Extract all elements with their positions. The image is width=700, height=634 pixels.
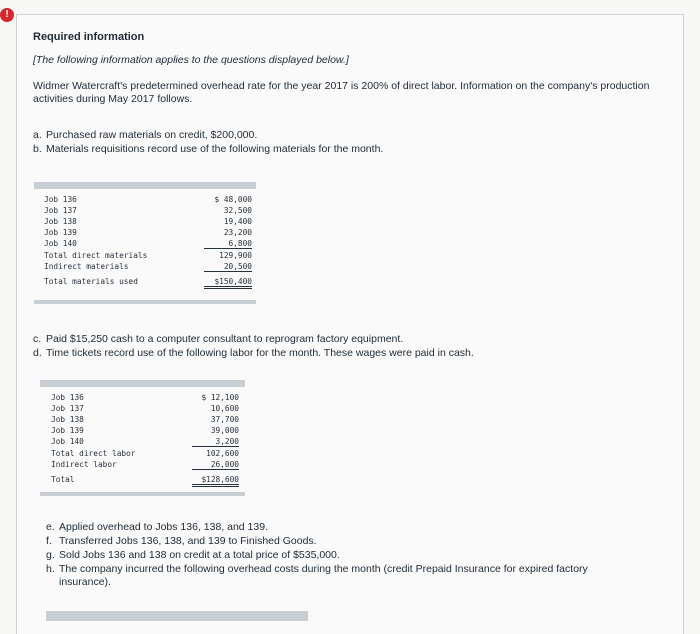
table-footer-bar <box>40 492 245 496</box>
item-f-label: f. <box>46 535 52 547</box>
row-amount: 20,500 <box>204 262 252 272</box>
row-label: Total <box>51 475 75 484</box>
table-row <box>34 206 256 217</box>
row-label: Job 138 <box>51 415 84 424</box>
table-row <box>34 262 256 273</box>
table-header-bar <box>34 182 256 189</box>
row-label: Total materials used <box>44 277 138 286</box>
item-b <box>33 143 383 155</box>
item-e <box>46 521 268 533</box>
table-row <box>34 228 256 239</box>
item-b-text: Materials requisitions record use of the following materials for the month. <box>46 143 384 155</box>
row-amount: 19,400 <box>223 217 252 226</box>
labor-table <box>40 380 245 496</box>
row-amount: 26,000 <box>192 460 239 470</box>
table-header-bar <box>40 380 245 387</box>
overhead-table-header-bar <box>46 611 308 621</box>
table-row <box>40 475 245 486</box>
item-c-text: Paid $15,250 cash to a computer consultant to reprogram factory equipment. <box>46 333 404 345</box>
item-c <box>33 333 403 345</box>
row-label: Job 138 <box>44 217 77 226</box>
item-d <box>33 347 474 359</box>
item-a <box>33 129 257 141</box>
row-label: Job 140 <box>44 239 77 248</box>
row-label: Indirect materials <box>44 262 129 271</box>
table-row <box>40 437 245 448</box>
materials-table <box>34 182 256 304</box>
row-amount: 3,200 <box>192 437 239 447</box>
row-amount: 37,700 <box>210 415 239 424</box>
row-amount: $150,400 <box>204 277 252 289</box>
item-g <box>46 549 340 561</box>
row-label: Job 140 <box>51 437 84 446</box>
row-amount: $128,600 <box>192 475 239 487</box>
item-g-text: Sold Jobs 136 and 138 on credit at a total price of $535,000. <box>59 549 340 561</box>
row-label: Job 136 <box>51 393 84 402</box>
row-amount: 23,200 <box>223 228 252 237</box>
row-amount: $ 12,100 <box>201 393 239 402</box>
item-c-label: c. <box>33 333 42 345</box>
table-row <box>40 404 245 415</box>
table-row <box>40 426 245 437</box>
info-note: [The following information applies to the questions displayed below.] <box>33 54 349 66</box>
row-amount: 129,900 <box>219 251 252 260</box>
item-h-label: h. <box>46 563 55 575</box>
table-row <box>40 460 245 471</box>
row-label: Job 139 <box>44 228 77 237</box>
section-heading: Required information <box>33 31 145 43</box>
item-e-text: Applied overhead to Jobs 136, 138, and 139. <box>59 521 268 533</box>
row-label: Indirect labor <box>51 460 117 469</box>
row-label: Job 139 <box>51 426 84 435</box>
row-label: Job 137 <box>51 404 84 413</box>
row-amount: 102,600 <box>206 449 239 458</box>
row-amount: $ 48,000 <box>214 195 252 204</box>
row-label: Job 136 <box>44 195 77 204</box>
item-e-label: e. <box>46 521 55 533</box>
table-row <box>40 393 245 404</box>
intro-paragraph: Widmer Watercraft's predetermined overhead rate for the year 2017 is 200% of direct labor. Information on the company's production activities during May 2017 follows. <box>33 80 650 105</box>
item-a-label: a. <box>33 129 42 141</box>
table-row <box>34 195 256 206</box>
row-amount: 39,000 <box>210 426 239 435</box>
row-amount: 10,600 <box>210 404 239 413</box>
item-d-text: Time tickets record use of the following labor for the month. These wages were paid in cash. <box>46 347 474 359</box>
row-label: Job 137 <box>44 206 77 215</box>
item-b-label: b. <box>33 143 42 155</box>
row-amount: 6,800 <box>204 239 252 249</box>
item-f-text: Transferred Jobs 136, 138, and 139 to Finished Goods. <box>59 535 317 547</box>
row-amount: 32,500 <box>223 206 252 215</box>
table-row <box>40 415 245 426</box>
item-h <box>46 563 646 589</box>
table-row <box>40 449 245 460</box>
item-f <box>46 535 317 547</box>
table-row <box>34 277 256 288</box>
row-label: Total direct labor <box>51 449 136 458</box>
item-a-text: Purchased raw materials on credit, $200,000. <box>46 129 258 141</box>
item-h-text: The company incurred the following overhead costs during the month (credit Prepaid Insurance for expired factory <box>59 563 588 575</box>
alert-icon: ! <box>0 8 14 22</box>
item-d-label: d. <box>33 347 42 359</box>
table-row <box>34 239 256 250</box>
item-g-label: g. <box>46 549 55 561</box>
row-label: Total direct materials <box>44 251 148 260</box>
table-row <box>34 251 256 262</box>
item-h-continuation: insurance). <box>59 576 111 588</box>
table-footer-bar <box>34 300 256 304</box>
table-row <box>34 217 256 228</box>
